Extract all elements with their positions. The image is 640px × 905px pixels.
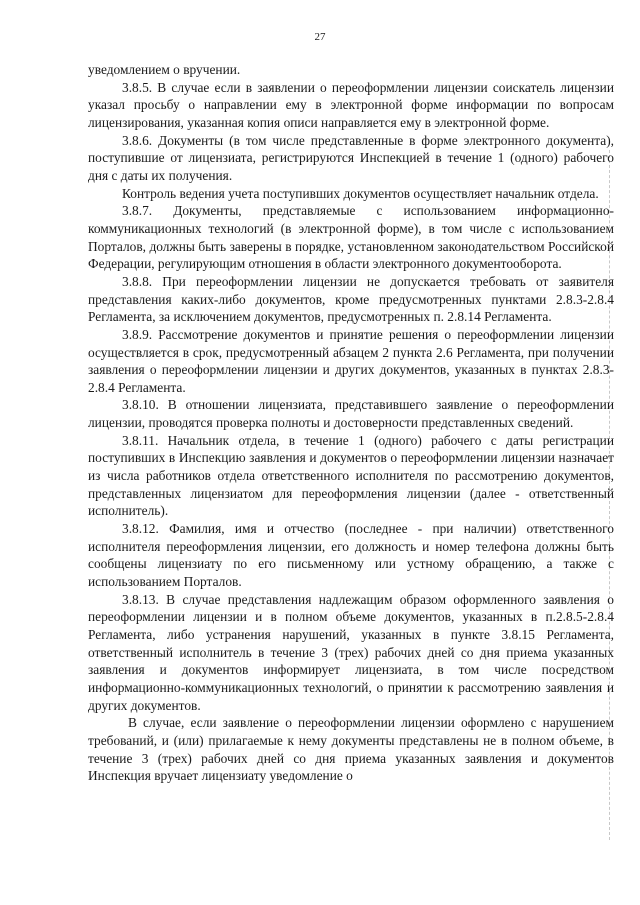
page-number: 27 [314, 31, 326, 43]
paragraph-violation-case: В случае, если заявление о переоформлении лицензии оформлено с нарушением требований, и (или) прилагаемые к нему документы представлены не в полном объеме, в течение 3 (трех) рабочих дней со дня приема указанных заявления и документов Инспекция вручает лицензиату уведомление о [88, 715, 614, 784]
paragraph-control: Контроль ведения учета поступивших документов осуществляет начальник отдела. [122, 185, 599, 201]
paragraph-3-8-5: 3.8.5. В случае если в заявлении о переоформлении лицензии соискатель лицензии указал просьбу о направлении ему в электронной форме информации по вопросам лицензирования, указанная копия описи направляется ему в электронной форме. [88, 79, 614, 130]
document-body [88, 61, 614, 785]
paragraph-3-8-6: 3.8.6. Документы (в том числе представленные в форме электронного документа), поступившие от лицензиата, регистрируются Инспекцией в течение 1 (одного) рабочего дня с даты их получения. [88, 132, 614, 183]
paragraph-3-8-10: 3.8.10. В отношении лицензиата, представившего заявление о переоформлении лицензии, проводятся проверка полноты и достоверности представленных сведений. [88, 397, 614, 431]
paragraph-3-8-12: 3.8.12. Фамилия, имя и отчество (последнее - при наличии) ответственного исполнителя переоформления лицензии, его должность и номер телефона должны быть сообщены лицензиату по его письменному или устному обращению, а также с использованием Порталов. [88, 521, 614, 590]
paragraph-3-8-11: 3.8.11. Начальник отдела, в течение 1 (одного) рабочего с даты регистрации поступивших в Инспекцию заявления и документов о переоформлении лицензии назначает из числа работников отдела ответственного исполнителя по рассмотрению документов, представленных лицензиатом для переоформления лицензии (далее - ответственный исполнитель). [88, 432, 614, 519]
paragraph-3-8-8: 3.8.8. При переоформлении лицензии не допускается требовать от заявителя представления каких-либо документов, кроме предусмотренных пунктами 2.8.3-2.8.4 Регламента, за исключением документов, предусмотренных п. 2.8.14 Регламента. [88, 273, 614, 325]
paragraph-3-8-9: 3.8.9. Рассмотрение документов и принятие решения о переоформлении лицензии осуществляется в срок, предусмотренный абзацем 2 пункта 2.6 Регламента, при получении заявления о переоформлении лицензии и других документов, указанных в пунктах 2.8.3-2.8.4 Регламента. [88, 326, 614, 395]
paragraph-3-8-13: 3.8.13. В случае представления надлежащим образом оформленного заявления о переоформлении лицензии и в полном объеме документов, указанных в п.2.8.5-2.8.4 Регламента, либо устранения нарушений, указанных в пункте 3.8.15 Регламента, ответственный исполнитель в течение 3 (трех) рабочих дней со дня приема указанных заявления и документов информирует лицензиата, в том числе посредством информационно-коммуникационных технологий, о принятии к рассмотрению заявления и других документов. [88, 591, 614, 713]
paragraph-continuation: уведомлением о вручении. [88, 62, 241, 77]
paragraph-3-8-7: 3.8.7. Документы, представляемые с использованием информационно-коммуникационных технологий (в электронной форме), в том числе с использованием Порталов, должны быть заверены в порядке, установленном законодательством Российской Федерации, регулирующим отношения в области электронного документооборота. [88, 203, 614, 272]
